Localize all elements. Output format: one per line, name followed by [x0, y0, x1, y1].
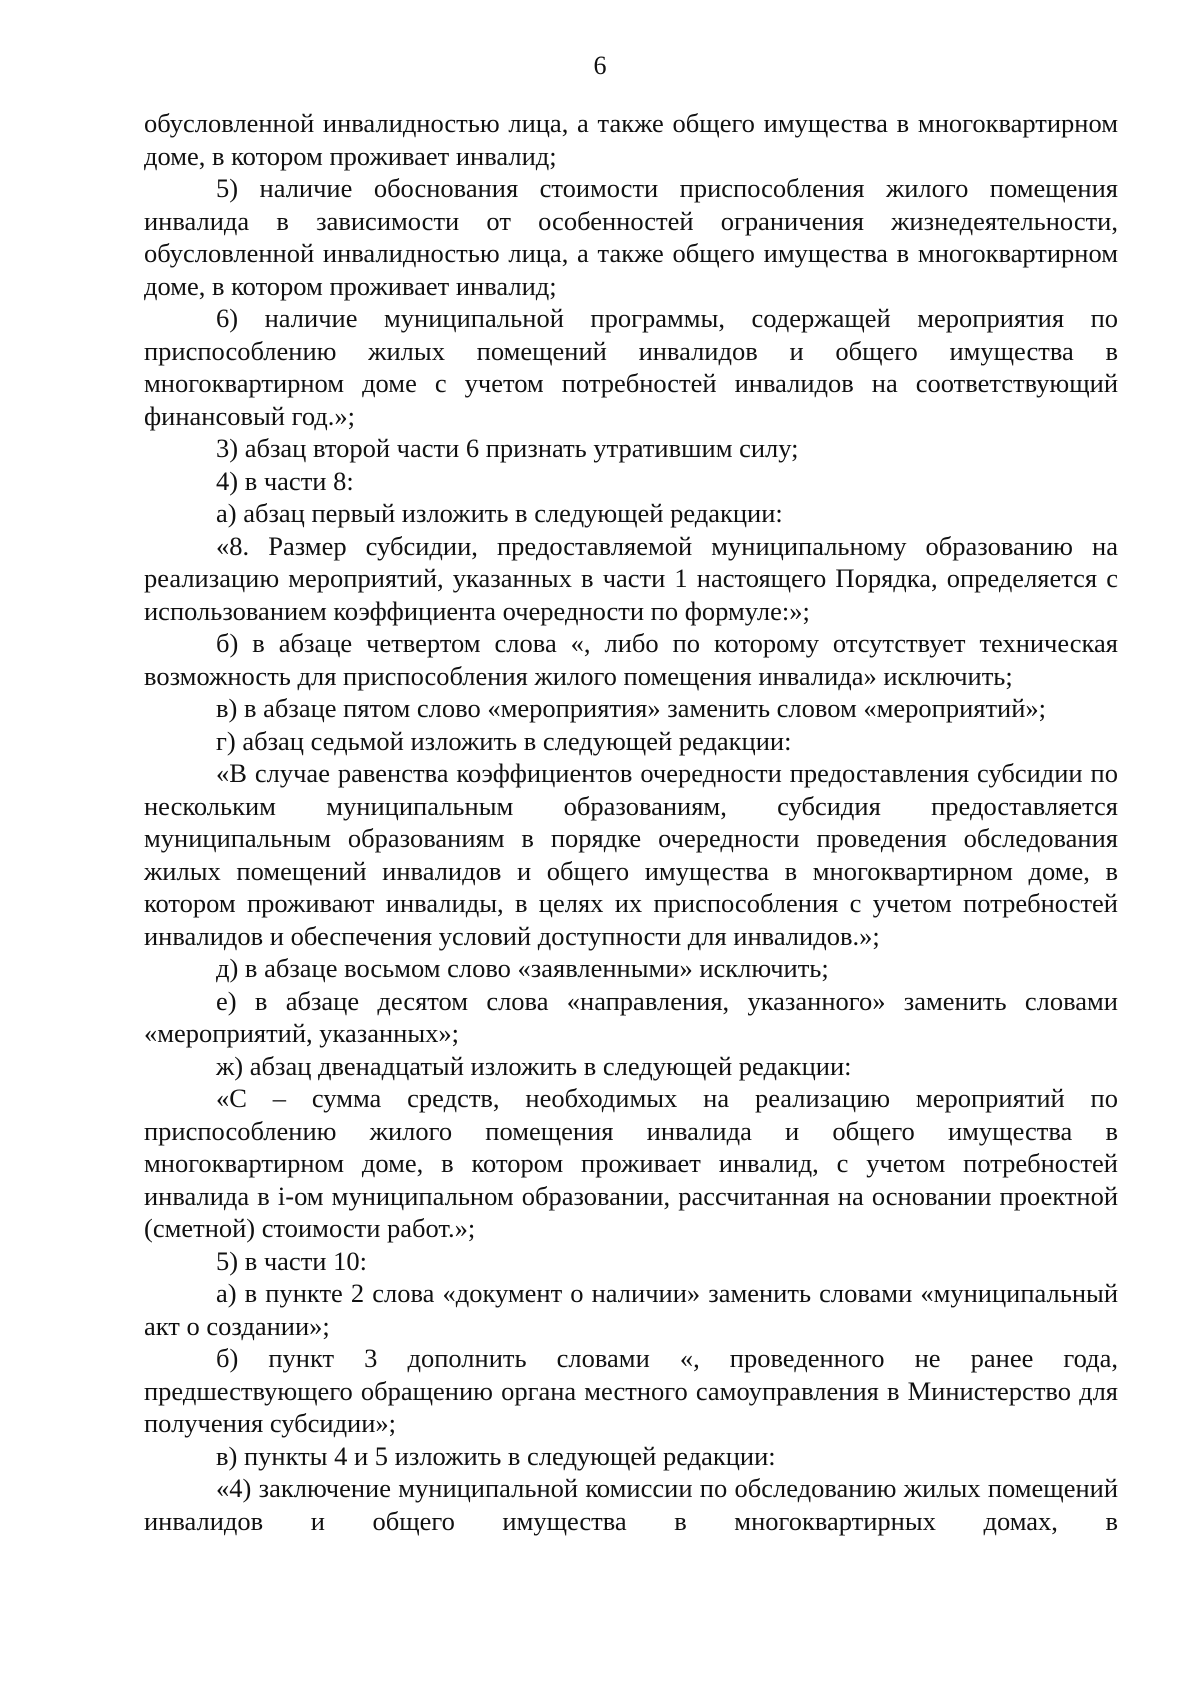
paragraph-quote-8: «8. Размер субсидии, предоставляемой муниципальному образованию на реализацию мероприятий, указанных в части 1 настоящего Порядка, определяется с использованием коэффициента очередности по формуле:»;: [144, 530, 1118, 626]
paragraph-amendment-4: 4) в части 8:: [216, 465, 354, 496]
page-number: 6: [593, 51, 607, 80]
paragraph-subitem-b: б) в абзаце четвертом слова «, либо по которому отсутствует техническая возможность для приспособления жилого помещения инвалида» исключить;: [144, 628, 1118, 691]
paragraph-subitem-d: д) в абзаце восьмом слово «заявленными» исключить;: [216, 953, 829, 983]
paragraph-quote-c-sum: «С – сумма средств, необходимых на реализацию мероприятий по приспособлению жилого помещения инвалида и общего имущества в многоквартирном доме, в котором проживает инвалид, с учетом потребностей инвалида в i-ом муниципальном образовании, рассчитанная на основании проектной (сметной) стоимости работ.»;: [144, 1083, 1118, 1243]
paragraph-subitem-a-10: а) в пункте 2 слова «документ о наличии» заменить словами «муниципальный акт о создании»;: [144, 1278, 1118, 1341]
paragraph-amendment-5: 5) в части 10:: [216, 1245, 367, 1276]
document-body: [144, 107, 1118, 1537]
paragraph-subitem-a: а) абзац первый изложить в следующей редакции:: [216, 498, 783, 528]
paragraph-continuation: обусловленной инвалидностью лица, а также общего имущества в многоквартирном доме, в котором проживает инвалид;: [144, 108, 1118, 171]
paragraph-subitem-zh: ж) абзац двенадцатый изложить в следующей редакции:: [216, 1050, 852, 1081]
paragraph-quote-4: «4) заключение муниципальной комиссии по обследованию жилых помещений инвалидов и общего имущества в многоквартирных домах, в: [144, 1473, 1118, 1536]
paragraph-item-6: 6) наличие муниципальной программы, содержащей мероприятия по приспособлению жилых помещений инвалидов и общего имущества в многоквартирном доме с учетом потребностей инвалидов на соответствующий финансовый год.»;: [144, 303, 1118, 431]
paragraph-subitem-e: е) в абзаце десятом слова «направления, указанного» заменить словами «мероприятий, указанных»;: [144, 985, 1118, 1048]
paragraph-subitem-v: в) в абзаце пятом слово «мероприятия» заменить словом «мероприятий»;: [216, 693, 1047, 723]
paragraph-amendment-3: 3) абзац второй части 6 признать утратившим силу;: [216, 433, 799, 463]
paragraph-subitem-g: г) абзац седьмой изложить в следующей редакции:: [216, 725, 792, 756]
paragraph-subitem-v-10: в) пункты 4 и 5 изложить в следующей редакции:: [216, 1440, 776, 1471]
paragraph-subitem-b-10: б) пункт 3 дополнить словами «, проведенного не ранее года, предшествующего обращению органа местного самоуправления в Министерство для получения субсидии»;: [144, 1343, 1118, 1438]
paragraph-quote-equal-coefficients: «В случае равенства коэффициентов очередности предоставления субсидии по нескольким муниципальным образованиям, субсидия предоставляется муниципальным образованиям в порядке очередности проведения обследования жилых помещений инвалидов и общего имущества в многоквартирном доме, в котором проживают инвалиды, в целях их приспособления с учетом потребностей инвалидов и обеспечения условий доступности для инвалидов.»;: [144, 758, 1118, 951]
paragraph-item-5: 5) наличие обоснования стоимости приспособления жилого помещения инвалида в зависимости от особенностей ограничения жизнедеятельности, обусловленной инвалидностью лица, а также общего имущества в многоквартирном доме, в котором проживает инвалид;: [144, 173, 1118, 301]
